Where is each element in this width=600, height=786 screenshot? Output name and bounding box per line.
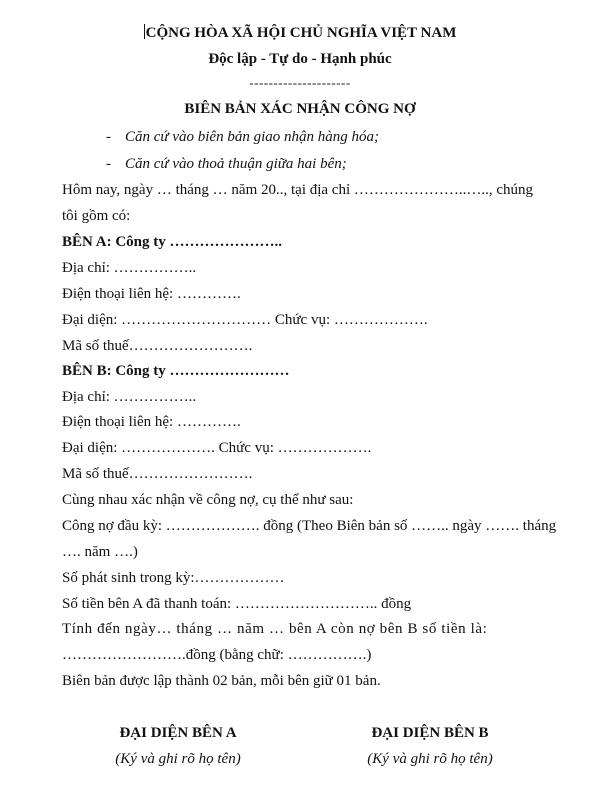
opening-debt-line-2: …. năm ….) [62, 544, 138, 560]
intro-line-2: tôi gồm có: [62, 208, 131, 224]
party-b-phone: Điện thoại liên hệ: …………. [62, 414, 241, 430]
basis-text: Căn cứ vào thoả thuận giữa hai bên; [125, 156, 347, 172]
paid-line: Số tiền bên A đã thanh toán: ……………………….. đồng [62, 596, 412, 612]
country-heading [0, 24, 600, 42]
signature-title-b: ĐẠI DIỆN BÊN B [371, 725, 489, 741]
opening-debt-line-1: Công nợ đầu kỳ: ………………. đồng (Theo Biên bản số …….. ngày ……. tháng [62, 518, 557, 534]
basis-item-2 [106, 155, 600, 173]
basis-item-1 [106, 128, 600, 146]
text-cursor [144, 24, 145, 39]
remaining-line-2: …………………….đồng (bằng chữ: …………….) [62, 647, 372, 663]
basis-text: Căn cứ vào biên bản giao nhận hàng hóa; [125, 129, 379, 145]
country-text: CỘNG HÒA XÃ HỘI CHỦ NGHĨA VIỆT NAM [145, 25, 457, 41]
document-title: BIÊN BẢN XÁC NHẬN CÔNG NỢ [184, 101, 416, 117]
signature-block-a [58, 724, 298, 768]
signature-title-a: ĐẠI DIỆN BÊN A [119, 725, 237, 741]
motto: Độc lập - Tự do - Hạnh phúc [208, 51, 392, 67]
party-a-tax-code: Mã số thuế……………………. [62, 338, 253, 354]
party-b-address: Địa chỉ: …………….. [62, 389, 197, 405]
basis-dash: - [106, 156, 111, 172]
party-b-representative: Đại diện: ………………. Chức vụ: ………………. [62, 440, 372, 456]
party-b-tax-code: Mã số thuế……………………. [62, 466, 253, 482]
party-a-heading: BÊN A: Công ty ………………….. [62, 234, 283, 250]
party-a-representative: Đại diện: ………………………… Chức vụ: ………………. [62, 312, 428, 328]
basis-dash: - [106, 129, 111, 145]
intro-line-1: Hôm nay, ngày … tháng … năm 20.., tại địa chỉ …………………..….., chúng [62, 182, 534, 198]
agreement-line: Cùng nhau xác nhận về công nợ, cụ thể như sau: [62, 492, 354, 508]
remaining-line-1: Tính đến ngày… tháng … năm … bên A còn nợ bên B số tiền là: [62, 621, 488, 637]
signature-note-a: (Ký và ghi rõ họ tên) [115, 751, 241, 767]
signature-note-b: (Ký và ghi rõ họ tên) [367, 751, 493, 767]
party-a-phone: Điện thoại liên hệ: …………. [62, 286, 241, 302]
header-separator: --------------------- [249, 75, 351, 90]
incurred-line: Số phát sinh trong kỳ:……………… [62, 570, 285, 586]
signature-block-b [310, 724, 550, 768]
party-b-heading: BÊN B: Công ty …………………… [62, 363, 290, 379]
party-a-address: Địa chỉ: …………….. [62, 260, 197, 276]
copies-line: Biên bản được lập thành 02 bản, mỗi bên giữ 01 bản. [62, 673, 381, 689]
